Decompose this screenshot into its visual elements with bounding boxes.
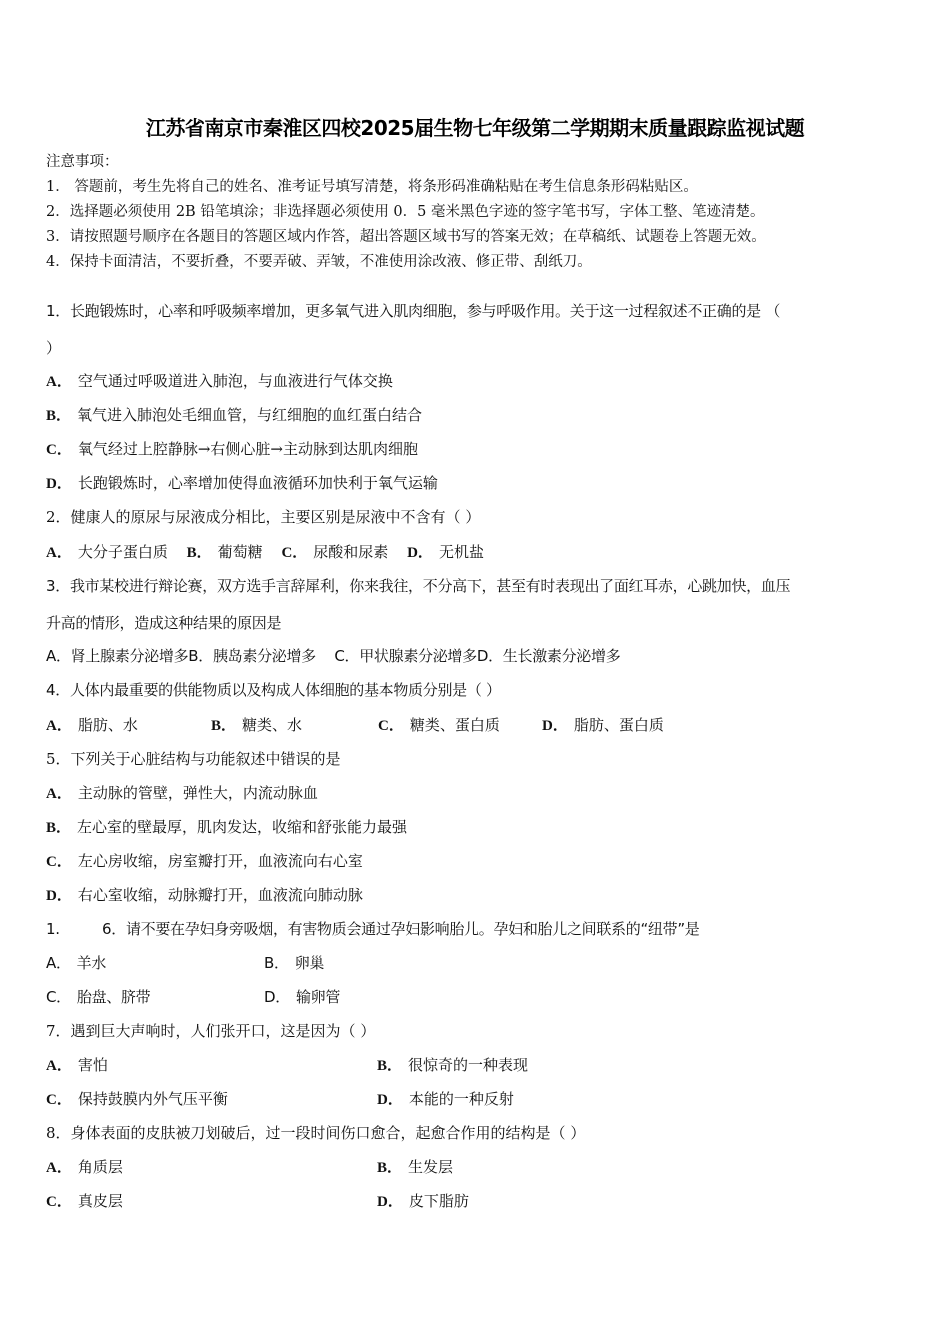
question-4-stem: 4．人体内最重要的供能物质以及构成人体细胞的基本物质分别是（ ） (46, 681, 501, 699)
question-1-stem: 1．长跑锻炼时，心率和呼吸频率增加，更多氧气进入肌肉细胞，参与呼吸作用。关于这一过程叙述不正确的是 （ (46, 302, 781, 320)
option-label: B． (46, 408, 72, 424)
option-label: A． (46, 374, 72, 390)
option-label: A． (46, 786, 72, 802)
notice-item-3: 3．请按照题号顺序在各题目的答题区域内作答，超出答题区域书写的答案无效；在草稿纸、试题卷上答题无效。 (46, 229, 766, 245)
option-text: 氧气进入肺泡处毛细血管，与红细胞的血红蛋白结合 (77, 406, 423, 424)
question-1-option-d (46, 473, 438, 494)
option-label: A． (46, 647, 71, 665)
option-text: 角质层 (77, 1158, 123, 1176)
option-label: B． (46, 820, 72, 836)
option-text: 左心房收缩，房室瓣打开，血液流向右心室 (77, 852, 363, 870)
question-7-option-b (377, 1055, 528, 1076)
notice-item-2: 2．选择题必须使用 2B 铅笔填涂；非选择题必须使用 0．5 毫米黑色字迹的签字笔书写，字体工整、笔迹清楚。 (46, 204, 765, 220)
document-title: 江苏省南京市秦淮区四校2025届生物七年级第二学期期末质量跟踪监视试题 (145, 116, 805, 140)
option-label: D． (46, 476, 72, 492)
question-2-option-a (46, 543, 168, 561)
option-label: C． (378, 718, 404, 734)
option-label: D． (264, 988, 290, 1006)
option-text: 真皮层 (77, 1192, 123, 1210)
option-text: 主动脉的管壁，弹性大，内流动脉血 (77, 784, 318, 802)
option-text: 糖类、蛋白质 (409, 716, 500, 734)
question-2-option-c (281, 543, 388, 561)
option-text: 生长激素分泌增多 (502, 647, 621, 665)
option-text: 长跑锻炼时，心率增加使得血液循环加快利于氧气运输 (77, 474, 438, 492)
option-label: B． (188, 647, 213, 665)
option-label: C． (334, 647, 360, 665)
option-label: B． (186, 545, 212, 561)
question-6-stem: 6．请不要在孕妇身旁吸烟，有害物质会通过孕妇影响胎儿。孕妇和胎儿之间联系的“纽带”是 (102, 920, 700, 938)
option-label: D． (476, 647, 503, 665)
question-5-option-b (46, 817, 407, 838)
question-8-option-c (46, 1191, 123, 1212)
option-label: A． (46, 545, 72, 561)
question-6-option-c (46, 987, 150, 1007)
question-3-option-c (334, 647, 476, 665)
option-label: A． (46, 1160, 72, 1176)
question-7-option-a (46, 1055, 108, 1076)
option-label: C． (281, 545, 308, 561)
option-text: 大分子蛋白质 (77, 543, 168, 561)
question-6-option-a (46, 953, 106, 973)
question-2-options (46, 542, 498, 563)
option-label: D． (542, 718, 568, 734)
question-5-option-c (46, 851, 363, 872)
notice-item-4: 4．保持卡面清洁，不要折叠，不要弄破、弄皱，不准使用涂改液、修正带、刮纸刀。 (46, 254, 592, 270)
option-label: D． (46, 888, 72, 904)
option-text: 糖类、水 (242, 716, 303, 734)
option-text: 空气通过呼吸道进入肺泡，与血液进行气体交换 (77, 372, 393, 390)
option-label: A． (46, 1058, 72, 1074)
question-1-option-c (46, 439, 418, 460)
question-2-option-b (187, 543, 263, 561)
option-label: A． (46, 718, 72, 734)
option-text: 生发层 (408, 1158, 454, 1176)
question-3-stem: 3．我市某校进行辩论赛，双方选手言辞犀利，你来我往，不分高下，甚至有时表现出了面红耳赤，心跳加快，血压 (46, 577, 791, 595)
option-text: 羊水 (76, 954, 107, 972)
option-text: 卵巢 (294, 954, 325, 972)
option-label: C． (46, 988, 71, 1006)
question-1-option-a (46, 371, 393, 392)
question-2-stem: 2．健康人的原尿与尿液成分相比，主要区别是尿液中不含有（ ） (46, 508, 481, 526)
question-5-option-a (46, 783, 318, 804)
question-4-option-b (211, 715, 302, 736)
question-4-option-c (378, 715, 500, 736)
question-8-stem: 8．身体表面的皮肤被刀划破后，过一段时间伤口愈合，起愈合作用的结构是（ ） (46, 1124, 586, 1142)
question-3-options (46, 646, 620, 666)
option-label: C． (46, 1092, 72, 1108)
option-text: 害怕 (77, 1056, 108, 1074)
question-6-option-b (264, 953, 324, 973)
question-4-option-a (46, 715, 138, 736)
option-text: 无机盐 (438, 543, 484, 561)
option-text: 脂肪、水 (77, 716, 138, 734)
option-label: C． (46, 854, 72, 870)
question-7-option-d (377, 1089, 514, 1110)
option-text: 很惊奇的一种表现 (408, 1056, 529, 1074)
option-label: C． (46, 1194, 72, 1210)
question-3-option-b (188, 647, 316, 665)
question-3-stem-cont: 升高的情形，造成这种结果的原因是 (46, 614, 282, 632)
option-text: 尿酸和尿素 (313, 543, 389, 561)
option-label: B． (377, 1058, 403, 1074)
option-text: 皮下脂肪 (408, 1192, 469, 1210)
option-text: 输卵管 (295, 988, 341, 1006)
option-label: B． (377, 1160, 403, 1176)
option-label: A． (46, 954, 71, 972)
question-8-option-d (377, 1191, 469, 1212)
notice-item-1: 1． 答题前，考生先将自己的姓名、准考证号填写清楚，将条形码准确粘贴在考生信息条形码粘贴区。 (46, 179, 698, 195)
option-text: 左心室的壁最厚，肌肉发达，收缩和舒张能力最强 (77, 818, 408, 836)
option-label: C． (46, 442, 72, 458)
option-text: 胎盘、脐带 (76, 988, 151, 1006)
question-6-prefix: 1. (46, 920, 60, 938)
question-3-option-a (46, 647, 188, 665)
option-text: 胰岛素分泌增多 (212, 647, 316, 665)
question-6-option-d (264, 987, 340, 1007)
question-5-stem: 5．下列关于心脏结构与功能叙述中错误的是 (46, 750, 341, 768)
option-label: D． (377, 1092, 403, 1108)
option-text: 右心室收缩，动脉瓣打开，血液流向肺动脉 (77, 886, 363, 904)
question-3-option-d (477, 647, 621, 665)
question-1-stem-cont: ） (46, 339, 61, 357)
notice-heading: 注意事项： (46, 154, 119, 170)
option-text: 肾上腺素分泌增多 (70, 647, 189, 665)
option-text: 甲状腺素分泌增多 (359, 647, 477, 665)
question-5-option-d (46, 885, 363, 906)
question-7-stem: 7．遇到巨大声响时，人们张开口，这是因为（ ） (46, 1022, 376, 1040)
question-2-option-d (407, 543, 484, 561)
question-1-option-b (46, 405, 422, 426)
option-text: 本能的一种反射 (408, 1090, 514, 1108)
option-text: 氧气经过上腔静脉→右侧心脏→主动脉到达肌肉细胞 (77, 440, 418, 458)
option-label: D． (377, 1194, 403, 1210)
option-label: B． (211, 718, 237, 734)
option-text: 葡萄糖 (217, 543, 263, 561)
question-4-option-d (542, 715, 664, 736)
option-label: D． (407, 545, 433, 561)
option-text: 保持鼓膜内外气压平衡 (77, 1090, 228, 1108)
option-text: 脂肪、蛋白质 (573, 716, 664, 734)
option-label: B． (264, 954, 289, 972)
question-7-option-c (46, 1089, 228, 1110)
question-8-option-b (377, 1157, 453, 1178)
question-8-option-a (46, 1157, 123, 1178)
